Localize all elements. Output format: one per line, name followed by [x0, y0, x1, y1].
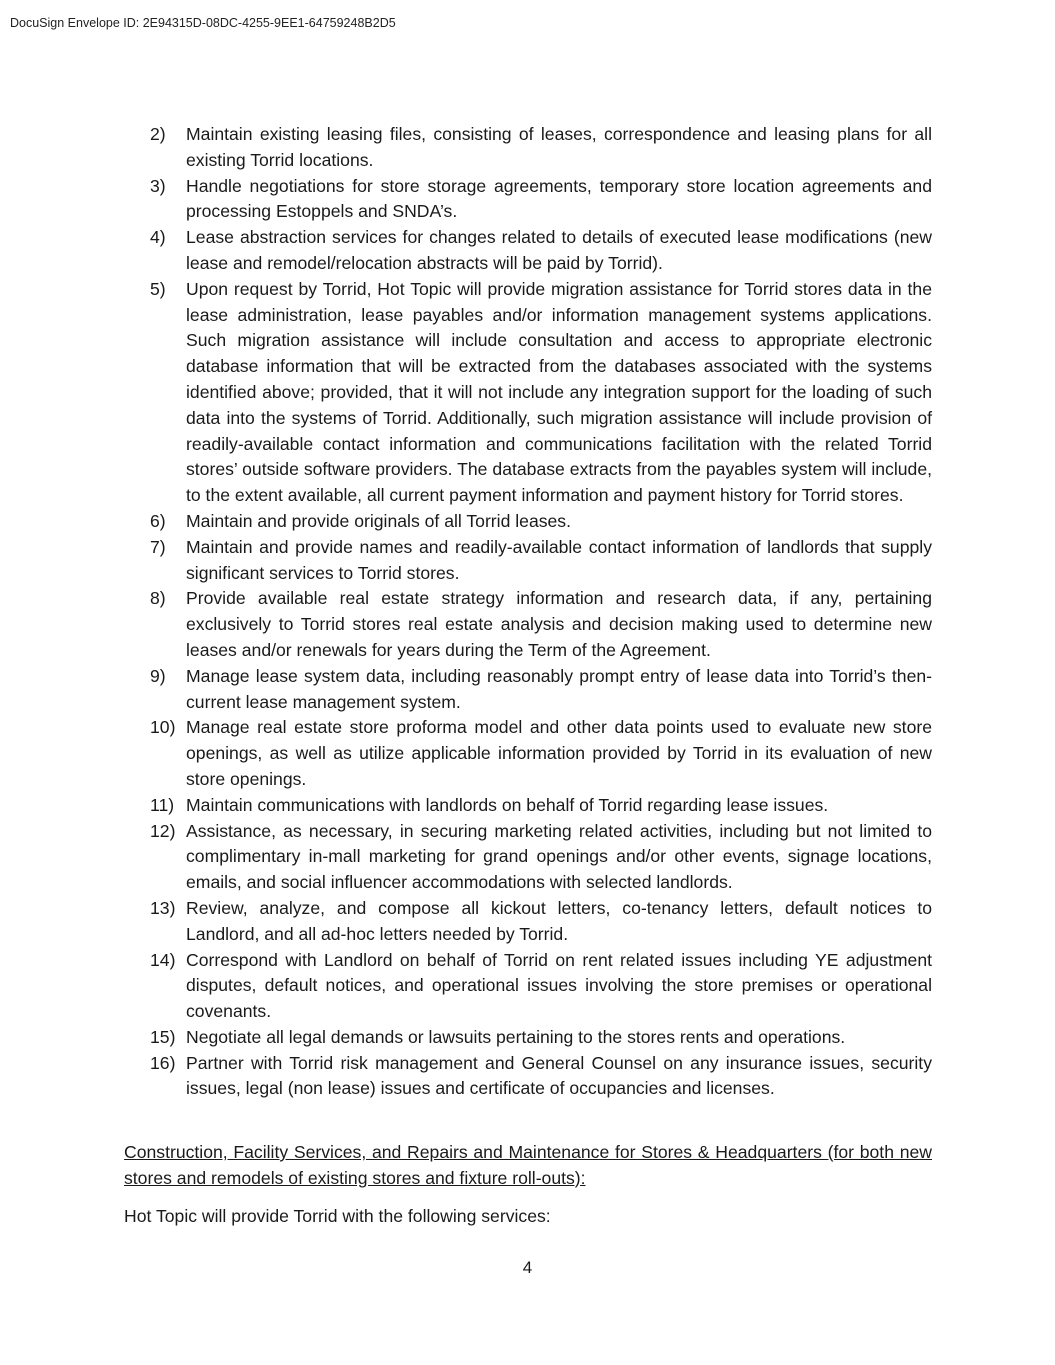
services-list [150, 122, 932, 1102]
item-text: Maintain and provide names and readily-available contact information of landlords that supply significant services to Torrid stores. [186, 536, 932, 583]
page-number: 4 [522, 1258, 533, 1277]
item-number: 10) [150, 717, 176, 738]
list-item [150, 715, 932, 792]
item-text: Correspond with Landlord on behalf of Torrid on rent related issues including YE adjustment disputes, default notices, and operational issues involving the store premises or operational covenants. [186, 949, 932, 1022]
list-item [150, 664, 932, 716]
item-text: Maintain and provide originals of all Torrid leases. [186, 510, 571, 531]
list-item [150, 896, 932, 948]
item-text: Manage real estate store proforma model and other data points used to evaluate new store openings, as well as utilize applicable information provided by Torrid in its evaluation of new store openings. [186, 717, 932, 789]
item-text: Partner with Torrid risk management and General Counsel on any insurance issues, security issues, legal (non lease) issues and certificate of occupancies and licenses. [186, 1052, 932, 1099]
list-item [150, 948, 932, 1025]
item-number: 7) [150, 536, 166, 557]
item-number: 9) [150, 665, 166, 686]
list-item [150, 793, 932, 819]
item-text: Lease abstraction services for changes related to details of executed lease modifications (new lease and remodel/relocation abstracts will be paid by Torrid). [186, 227, 932, 273]
item-number: 14) [150, 949, 176, 970]
envelope-id: DocuSign Envelope ID: 2E94315D-08DC-4255-9EE1-64759248B2D5 [10, 16, 396, 30]
item-number: 15) [150, 1026, 176, 1047]
item-number: 8) [150, 588, 166, 609]
item-text: Maintain existing leasing files, consisting of leases, correspondence and leasing plans for all existing Torrid locations. [186, 124, 932, 170]
item-text: Negotiate all legal demands or lawsuits pertaining to the stores rents and operations. [186, 1026, 846, 1047]
list-item [150, 122, 932, 174]
item-number: 5) [150, 278, 166, 299]
item-text: Maintain communications with landlords on behalf of Torrid regarding lease issues. [186, 794, 829, 815]
item-number: 3) [150, 175, 166, 196]
item-number: 13) [150, 897, 176, 918]
item-number: 11) [150, 794, 175, 815]
item-text: Handle negotiations for store storage agreements, temporary store location agreements and processing Estoppels and SNDA’s. [186, 175, 932, 222]
item-text: Review, analyze, and compose all kickout letters, co-tenancy letters, default notices to Landlord, and all ad-hoc letters needed by Torrid. [186, 897, 932, 944]
list-item [150, 225, 932, 277]
list-item [150, 535, 932, 587]
item-text: Manage lease system data, including reasonably prompt entry of lease data into Torrid’s then-current lease management system. [186, 665, 932, 712]
list-item [150, 174, 932, 226]
item-text: Assistance, as necessary, in securing marketing related activities, including but not limited to complimentary in-mall marketing for grand openings and/or other events, signage locations, emails, and social influencer accommodations with selected landlords. [186, 820, 932, 893]
list-item [150, 277, 932, 509]
section-intro: Hot Topic will provide Torrid with the following services: [124, 1206, 551, 1226]
list-item [150, 1025, 932, 1051]
item-number: 2) [150, 124, 166, 144]
section-heading: Construction, Facility Services, and Repairs and Maintenance for Stores & Headquarters (for both new stores and remodels of existing stores and fixture roll-outs): [124, 1142, 932, 1188]
list-item [150, 819, 932, 896]
item-text: Upon request by Torrid, Hot Topic will provide migration assistance for Torrid stores data in the lease administration, lease payables and/or information management systems applications. Such migration assistance will include consultation and access to appropriate electronic database information that will be extracted from the databases associated with the systems identified above; provided, that it will not include any integration support for the loading of such data into the systems of Torrid. Additionally, such migration assistance will include provision of readily-available contact information and communications facilitation with the related Torrid stores’ outside software providers. The database extracts from the payables system will include, to the extent available, all current payment information and payment history for Torrid stores. [186, 278, 932, 506]
item-text: Provide available real estate strategy information and research data, if any, pertaining exclusively to Torrid stores real estate analysis and decision making used to determine new leases and/or renewals for years during the Term of the Agreement. [186, 588, 932, 660]
item-number: 16) [150, 1052, 176, 1073]
item-number: 6) [150, 510, 166, 531]
item-number: 12) [150, 820, 176, 841]
list-item [150, 1051, 932, 1103]
item-number: 4) [150, 227, 166, 248]
list-item [150, 586, 932, 663]
list-item [150, 509, 932, 535]
